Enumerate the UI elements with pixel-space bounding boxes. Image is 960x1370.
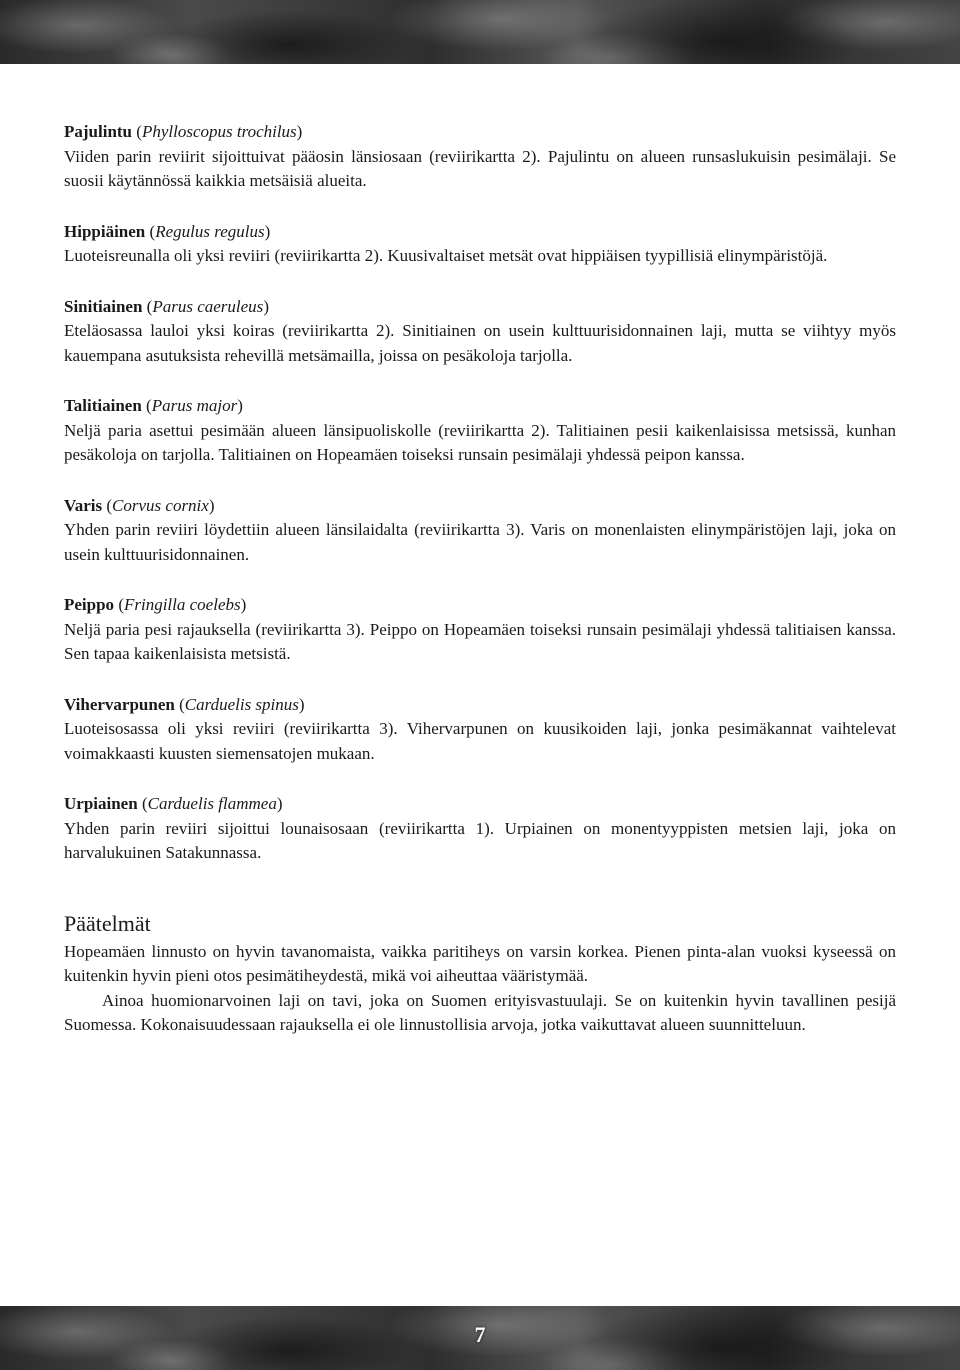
- species-description: Luoteisosassa oli yksi reviiri (reviirikartta 3). Vihervarpunen on kuusikoiden laji, jonka pesimäkannat vaihtelevat voimakkaasti kuusten siemensatojen mukaan.: [64, 719, 896, 763]
- species-latin-name: Phylloscopus trochilus: [141, 122, 297, 141]
- species-latin-name: Fringilla coelebs: [123, 595, 241, 614]
- species-entry-hippiainen: [64, 220, 896, 269]
- species-entry-pajulintu: [64, 120, 896, 194]
- species-heading: Pajulintu (Phylloscopus trochilus): [64, 122, 303, 141]
- species-entry-talitiainen: [64, 394, 896, 468]
- species-name: Varis: [64, 495, 103, 515]
- species-description: Luoteisreunalla oli yksi reviiri (reviirikartta 2). Kuusivaltaiset metsät ovat hippiäisen tyypillisiä elinympäristöjä.: [64, 246, 828, 265]
- species-description: Neljä paria pesi rajauksella (reviirikartta 3). Peippo on Hopeamäen toiseksi runsain pesimälaji yhdessä talitiaisen kanssa. Sen tapaa kaikenlaisista metsistä.: [64, 619, 896, 663]
- species-entry-vihervarpunen: [64, 693, 896, 767]
- page-number: 7: [474, 1322, 486, 1347]
- species-description: Eteläosassa lauloi yksi koiras (reviirikartta 2). Sinitiainen on usein kulttuurisidonnainen laji, mutta se viihtyy myös kauempana asutuksista rehevillä metsämailla, joissa on pesäkoloja tarjolla.: [64, 321, 896, 365]
- species-heading: Urpiainen (Carduelis flammea): [64, 794, 283, 813]
- document-body: [64, 120, 896, 1038]
- species-entry-peippo: [64, 593, 896, 667]
- species-latin-name: Regulus regulus: [155, 221, 265, 241]
- species-name: Pajulintu: [64, 122, 133, 141]
- species-latin-name: Carduelis flammea: [147, 794, 277, 813]
- species-name: Hippiäinen: [64, 221, 146, 241]
- species-latin-name: Carduelis spinus: [184, 694, 299, 714]
- species-name: Talitiainen: [64, 396, 142, 415]
- species-name: Sinitiainen: [64, 296, 143, 316]
- species-heading: Varis (Corvus cornix): [64, 495, 215, 515]
- species-entry-sinitiainen: [64, 295, 896, 369]
- species-description: Neljä paria asettui pesimään alueen länsipuoliskolle (reviirikartta 2). Talitiainen pesii kaikenlaisissa metsissä, kunhan pesäkoloja on tarjolla. Talitiainen on Hopeamäen toiseksi runsain pesimälaji yhdessä peipon kanssa.: [64, 420, 896, 464]
- conclusion-paragraph: Ainoa huomionarvoinen laji on tavi, joka on Suomen erityisvastuulaji. Se on kuitenkin hyvin tavallinen pesijä Suomessa. Kokonaisuudessaan rajauksella ei ole linnustollisia arvoja, jotka vaikuttavat alueen suunnitteluun.: [64, 990, 896, 1034]
- species-heading: Talitiainen (Parus major): [64, 396, 243, 415]
- conclusion-paragraph: Hopeamäen linnusto on hyvin tavanomaista, vaikka paritiheys on varsin korkea. Pienen pinta-alan vuoksi kyseessä on kuitenkin hyvin pieni otos pesimätiheydestä, mikä voi aiheuttaa vääristymää.: [64, 941, 896, 985]
- species-heading: Vihervarpunen (Carduelis spinus): [64, 694, 305, 714]
- species-description: Viiden parin reviirit sijoittuivat pääosin länsiosaan (reviirikartta 2). Pajulintu on alueen runsaslukuisin pesimälaji. Se suosii käytännössä kaikkia metsäisiä alueita.: [64, 146, 896, 190]
- species-name: Peippo: [64, 595, 115, 614]
- species-name: Urpiainen: [64, 794, 138, 813]
- species-heading: Hippiäinen (Regulus regulus): [64, 221, 271, 241]
- species-name: Vihervarpunen: [64, 694, 175, 714]
- conclusion-heading: Päätelmät: [64, 910, 151, 936]
- species-entry-urpiainen: [64, 792, 896, 866]
- species-entry-varis: [64, 494, 896, 568]
- species-heading: Peippo (Fringilla coelebs): [64, 595, 247, 614]
- species-description: Yhden parin reviiri sijoittui lounaisosaan (reviirikartta 1). Urpiainen on monentyyppisten metsien laji, joka on harvalukuinen Satakunnassa.: [64, 818, 896, 862]
- species-latin-name: Parus caeruleus: [152, 296, 264, 316]
- species-heading: Sinitiainen (Parus caeruleus): [64, 296, 269, 316]
- species-latin-name: Parus major: [151, 396, 238, 415]
- top-decorative-band: [0, 0, 960, 64]
- species-description: Yhden parin reviiri löydettiin alueen länsilaidalta (reviirikartta 3). Varis on monenlaisten elinympäristöjen laji, joka on usein kulttuurisidonnainen.: [64, 520, 896, 564]
- species-latin-name: Corvus cornix: [112, 495, 209, 515]
